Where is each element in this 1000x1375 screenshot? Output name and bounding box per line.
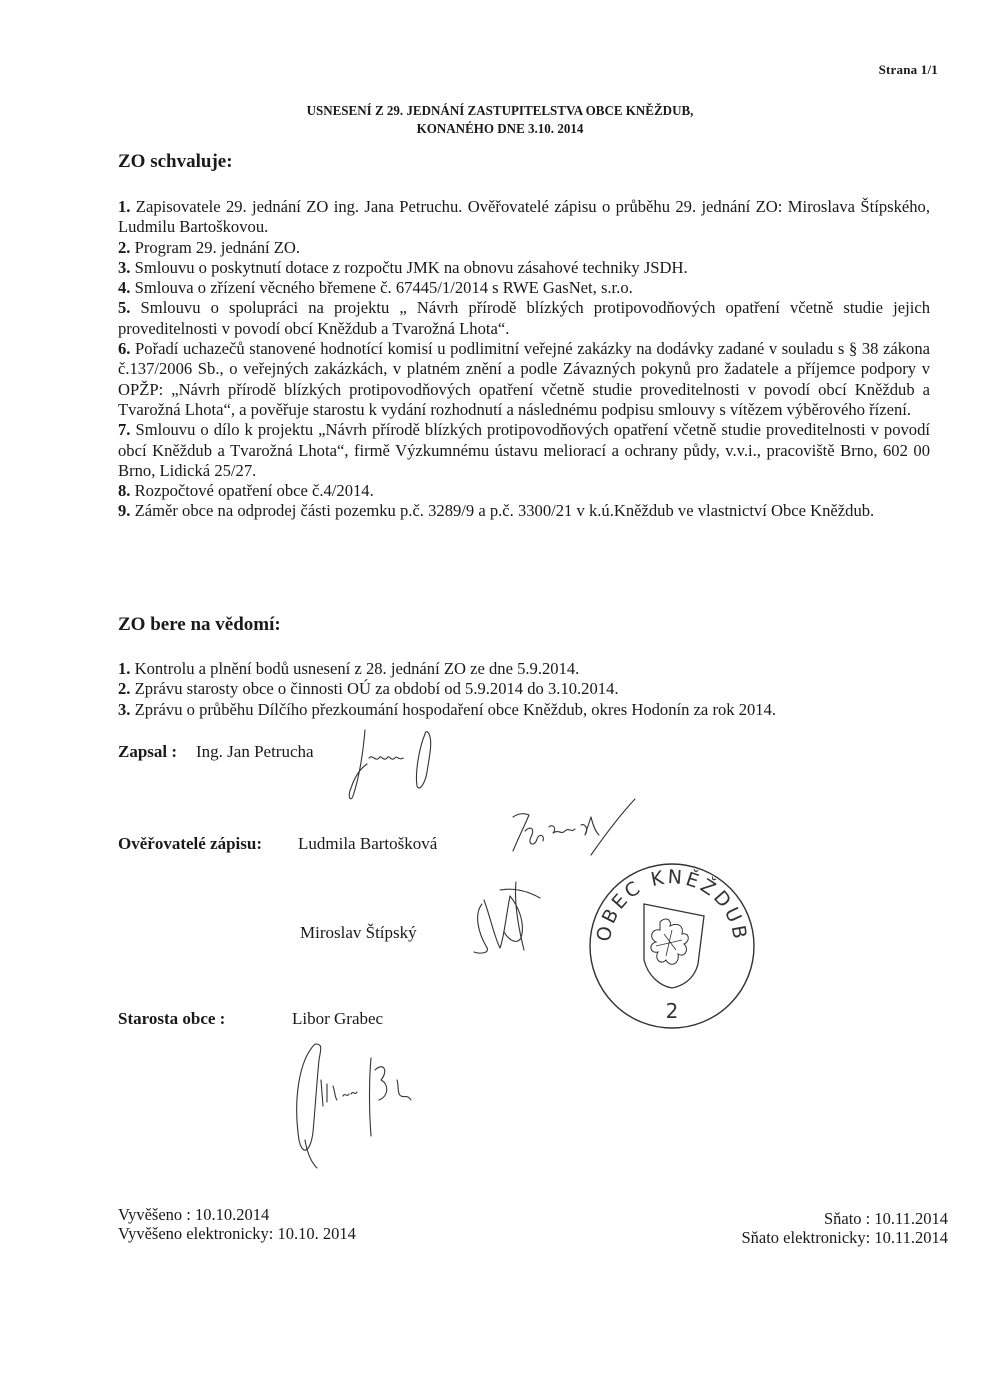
removed-electronic-date: Sňato elektronicky: 10.11.2014 [741, 1228, 948, 1247]
approves-item: 2. Program 29. jednání ZO. [118, 237, 301, 257]
mayor-signature [285, 1040, 435, 1170]
page-number: Strana 1/1 [878, 62, 938, 77]
removed-info [741, 1209, 948, 1247]
acknowledges-item: 1. Kontrolu a plnění bodů usnesení z 28. jednání ZO ze dne 5.9.2014. [118, 659, 580, 678]
approves-item: 3. Smlouvu o poskytnutí dotace z rozpočtu JMK na obnovu zásahové techniky JSDH. [118, 257, 688, 277]
document-title [0, 103, 1000, 139]
verifier2-name: Miroslav Štípský [300, 923, 417, 942]
mayor-label: Starosta obce : [118, 1009, 226, 1028]
acknowledges-heading: ZO bere na vědomí: [118, 614, 281, 635]
verifier1-name: Ludmila Bartošková [298, 834, 438, 853]
approves-item: 8. Rozpočtové opatření obce č.4/2014. [118, 481, 374, 501]
title-line-1: USNESENÍ Z 29. JEDNÁNÍ ZASTUPITELSTVA OBCE KNĚŽDUB, [306, 104, 694, 119]
approves-heading: ZO schvaluje: [118, 151, 233, 172]
approves-item: 7. Smlouvu o dílo k projektu „Návrh přírodě blízkých protipovodňových opatření včetně studie proveditelnosti v povodí obcí Kněždub a Tvarožná Lhota“, firmě Výzkumnému ústavu meliorací a ochrany půdy, v.v.i., pracoviště Brno, 602 00 Brno, Lidická 25/27. [118, 420, 930, 480]
stamp-text: OBEC KNĚŽDUB [592, 866, 752, 944]
recorder-signature [345, 728, 455, 808]
stamp-number: 2 [665, 999, 679, 1023]
acknowledges-item: 2. Zprávu starosty obce o činnosti OÚ za období od 5.9.2014 do 3.10.2014. [118, 679, 619, 699]
approves-item: 9. Záměr obce na odprodej části pozemku p.č. 3289/9 a p.č. 3300/21 v k.ú.Kněždub ve vlastnictví Obce Kněždub. [118, 501, 875, 521]
acknowledges-item: 3. Zprávu o průběhu Dílčího přezkoumání hospodaření obce Kněždub, okres Hodonín za rok 2014. [118, 699, 777, 719]
posted-info [118, 1205, 356, 1243]
approves-item: 4. Smlouva o zřízení věcného břemene č. 67445/1/2014 s RWE GasNet, s.r.o. [118, 278, 633, 298]
verifier1-signature [505, 795, 645, 870]
verifier2-signature [470, 876, 550, 956]
verifiers-label: Ověřovatelé zápisu: [118, 834, 262, 853]
approves-list [118, 197, 930, 522]
title-line-2: KONANÉHO DNE 3.10. 2014 [416, 122, 584, 137]
approves-item: 1. Zapisovatele 29. jednání ZO ing. Jana Petruchu. Ověřovatelé zápisu o průběhu 29. jednání ZO: Miroslava Štípského, Ludmilu Bartoškovou. [118, 197, 930, 237]
posted-date: Vyvěšeno : 10.10.2014 [118, 1205, 270, 1224]
approves-item: 5. Smlouvu o spolupráci na projektu „ Návrh přírodě blízkých protipovodňových opatření včetně studie jejich proveditelnosti v povodí obcí Kněždub a Tvarožná Lhota“. [118, 298, 930, 338]
approves-item: 6. Pořadí uchazečů stanovené hodnotící komisí u podlimitní veřejné zakázky na dodávky zadané v souladu s § 38 zákona č.137/2006 Sb., o veřejných zakázkách, v platném znění a podle Závazných pokynů pro žadatele a příjemce podpory v OPŽP: „Návrh přírodě blízkých protipovodňových opatření včetně studie proveditelnosti v povodí obcí Kněždub a Tvarožná Lhota“, a pověřuje starostu k vydání rozhodnutí a následnému podpisu smlouvy s vítězem výběrového řízení. [118, 339, 930, 419]
acknowledges-list [118, 659, 930, 720]
removed-date: Sňato : 10.11.2014 [823, 1209, 948, 1228]
coat-of-arms-icon [644, 904, 704, 988]
recorder-label: Zapsal : [118, 742, 178, 761]
mayor-name: Libor Grabec [292, 1009, 384, 1028]
official-stamp [586, 860, 758, 1032]
posted-electronic-date: Vyvěšeno elektronicky: 10.10. 2014 [118, 1224, 356, 1243]
recorder-name: Ing. Jan Petrucha [196, 742, 314, 761]
